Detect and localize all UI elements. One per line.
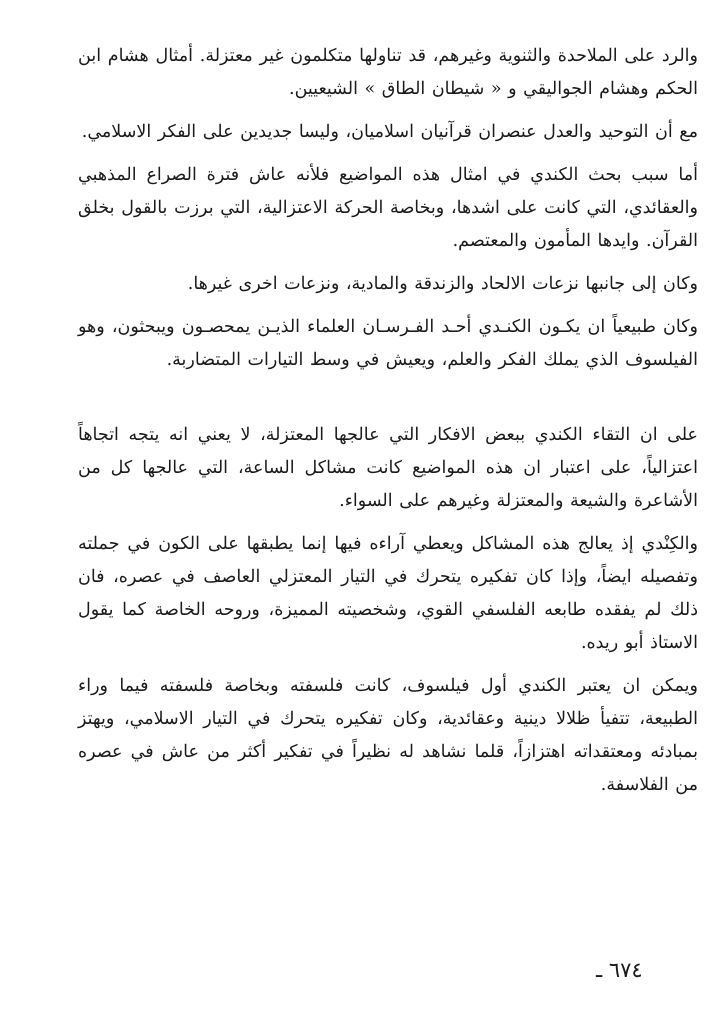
paragraph-4: وكان إلى جانبها نزعات الالحاد والزندقة والمادية، ونزعات اخرى غيرها. [187, 274, 698, 294]
page-number: ٦٧٤ ـ [596, 958, 643, 982]
paragraph-5: وكان طبيعياً ان يكـون الكنـدي أحـد الفـرسـان العلماء الذيـن يمحصـون ويبحثون، وهو الفيلسوف الذي يملك الفكر والعلم، ويعيش في وسط التيارات المتضاربة. [78, 317, 698, 370]
paragraph-8: ويمكن ان يعتبر الكندي أول فيلسوف، كانت فلسفته وبخاصة فلسفته فيما وراء الطبيعة، تتفيأ ظلالا دينية وعقائدية، وكان تفكيره يتحرك في التيار الاسلامي، ويهتز بمبادئه ومعتقداته اهتزازاً، قلما نشاهد له نظيراً في تفكير أكثر من عاش في عصره من الفلاسفة. [78, 676, 698, 795]
paragraph-7: والكِنْدي إذ يعالج هذه المشاكل ويعطي آراءه فيها إنما يطبقها على الكون في جملته وتفصيله ايضاً، وإذا كان تفكيره يتحرك في التيار المعتزلي العاصف في عصره، فان ذلك لم يفقده طابعه الفلسفي القوي، وشخصيته المميزة، وروحه الخاصة كما يقول الاستاذ أبو ريده. [78, 534, 698, 653]
document-page [78, 40, 698, 812]
paragraph-1: والرد على الملاحدة والثنوية وغيرهم، قد تناولها متكلمون غير معتزلة. أمثال هشام ابن الحكم وهشام الجواليقي و « شيطان الطاق » الشيعيين. [78, 46, 698, 99]
paragraph-2: مع أن التوحيد والعدل عنصران قرآنيان اسلاميان، وليسا جديدين على الفكر الاسلامي. [81, 122, 698, 142]
paragraph-3: أما سبب بحث الكندي في امثال هذه المواضيع فلأنه عاش فترة الصراع المذهبي والعقائدي، التي كانت على اشدها، وبخاصة الحركة الاعتزالية، التي برزت بالقول بخلق القرآن. وايدها المأمون والمعتصم. [78, 165, 698, 251]
paragraph-6: على ان التقاء الكندي ببعض الافكار التي عالجها المعتزلة، لا يعني انه يتجه اتجاهاً اعتزالياً، على اعتبار ان هذه المواضيع كانت مشاكل الساعة، التي عالجها كل من الأشاعرة والشيعة والمعتزلة وغيرهم على السواء. [78, 425, 698, 511]
